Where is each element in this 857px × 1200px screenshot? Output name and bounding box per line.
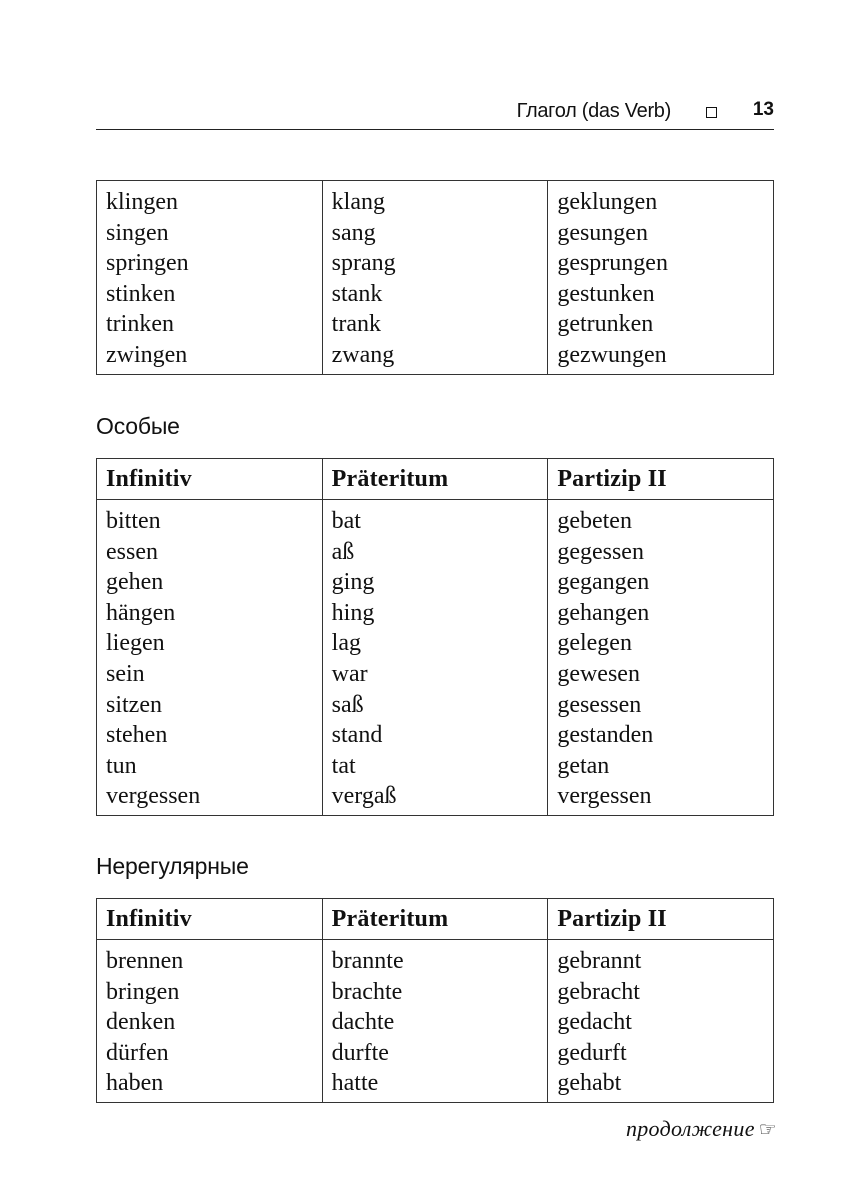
praeteritum-cell: war [322,659,548,690]
table-row [97,340,774,374]
praeteritum-cell: stank [322,279,548,310]
partizip-cell: gesungen [548,218,774,249]
table-row [97,659,774,690]
partizip-cell: gezwungen [548,340,774,374]
partizip-cell: gestanden [548,720,774,751]
partizip-cell: gehabt [548,1068,774,1102]
praeteritum-cell: brannte [322,940,548,977]
square-bullet-icon [706,107,717,118]
praeteritum-cell: hing [322,598,548,629]
infinitiv-cell: sein [97,659,323,690]
infinitiv-cell: hängen [97,598,323,629]
partizip-cell: vergessen [548,781,774,815]
section-title-special: Особые [96,413,180,439]
infinitiv-cell: tun [97,751,323,782]
table-row [97,218,774,249]
partizip-cell: gedurft [548,1038,774,1069]
header-rule [96,129,774,130]
table-row [97,940,774,977]
table-header-row [97,899,774,940]
verb-table-continued [96,180,774,375]
partizip-cell: geklungen [548,181,774,218]
section-title-irregular: Нерегулярные [96,853,249,879]
praeteritum-cell: durfte [322,1038,548,1069]
partizip-cell: gegangen [548,567,774,598]
infinitiv-cell: bringen [97,977,323,1008]
infinitiv-cell: trinken [97,309,323,340]
table-row [97,781,774,815]
praeteritum-cell: dachte [322,1007,548,1038]
infinitiv-cell: springen [97,248,323,279]
praeteritum-cell: trank [322,309,548,340]
praeteritum-cell: vergaß [322,781,548,815]
infinitiv-cell: klingen [97,181,323,218]
column-header-praeteritum: Präteritum [322,899,548,940]
praeteritum-cell: bat [322,500,548,537]
praeteritum-cell: sang [322,218,548,249]
praeteritum-cell: zwang [322,340,548,374]
column-header-infinitiv: Infinitiv [97,899,323,940]
infinitiv-cell: dürfen [97,1038,323,1069]
infinitiv-cell: gehen [97,567,323,598]
table-row [97,248,774,279]
praeteritum-cell: brachte [322,977,548,1008]
table-row [97,1038,774,1069]
partizip-cell: getrunken [548,309,774,340]
table-row [97,537,774,568]
partizip-cell: gelegen [548,628,774,659]
column-header-partizip: Partizip II [548,899,774,940]
table-row [97,1068,774,1102]
column-header-partizip: Partizip II [548,459,774,500]
table-header-row [97,459,774,500]
praeteritum-cell: klang [322,181,548,218]
table-row [97,690,774,721]
infinitiv-cell: stinken [97,279,323,310]
column-header-praeteritum: Präteritum [322,459,548,500]
partizip-cell: gegessen [548,537,774,568]
partizip-cell: getan [548,751,774,782]
partizip-cell: gebeten [548,500,774,537]
praeteritum-cell: aß [322,537,548,568]
table-row [97,628,774,659]
praeteritum-cell: lag [322,628,548,659]
table-row [97,567,774,598]
partizip-cell: gebrannt [548,940,774,977]
infinitiv-cell: singen [97,218,323,249]
infinitiv-cell: bitten [97,500,323,537]
table-row [97,181,774,218]
verb-table-special [96,458,774,816]
pointing-hand-icon: ☞ [758,1119,777,1141]
partizip-cell: gedacht [548,1007,774,1038]
table-row [97,977,774,1008]
infinitiv-cell: essen [97,537,323,568]
praeteritum-cell: stand [322,720,548,751]
partizip-cell: gehangen [548,598,774,629]
infinitiv-cell: denken [97,1007,323,1038]
partizip-cell: gebracht [548,977,774,1008]
infinitiv-cell: stehen [97,720,323,751]
running-head-title: Глагол (das Verb) [516,100,671,122]
table-row [97,751,774,782]
running-head [96,96,774,130]
infinitiv-cell: vergessen [97,781,323,815]
partizip-cell: gesessen [548,690,774,721]
infinitiv-cell: liegen [97,628,323,659]
table-row [97,1007,774,1038]
table-row [97,500,774,537]
partizip-cell: gesprungen [548,248,774,279]
infinitiv-cell: brennen [97,940,323,977]
table-row [97,598,774,629]
table-row [97,720,774,751]
table-row [97,309,774,340]
praeteritum-cell: saß [322,690,548,721]
continued-note [626,1116,777,1142]
infinitiv-cell: zwingen [97,340,323,374]
praeteritum-cell: sprang [322,248,548,279]
partizip-cell: gewesen [548,659,774,690]
column-header-infinitiv: Infinitiv [97,459,323,500]
partizip-cell: gestunken [548,279,774,310]
infinitiv-cell: haben [97,1068,323,1102]
page-number: 13 [752,99,774,120]
verb-table-irregular [96,898,774,1103]
praeteritum-cell: hatte [322,1068,548,1102]
table-row [97,279,774,310]
continued-label: продолжение [625,1116,755,1141]
praeteritum-cell: ging [322,567,548,598]
infinitiv-cell: sitzen [97,690,323,721]
praeteritum-cell: tat [322,751,548,782]
